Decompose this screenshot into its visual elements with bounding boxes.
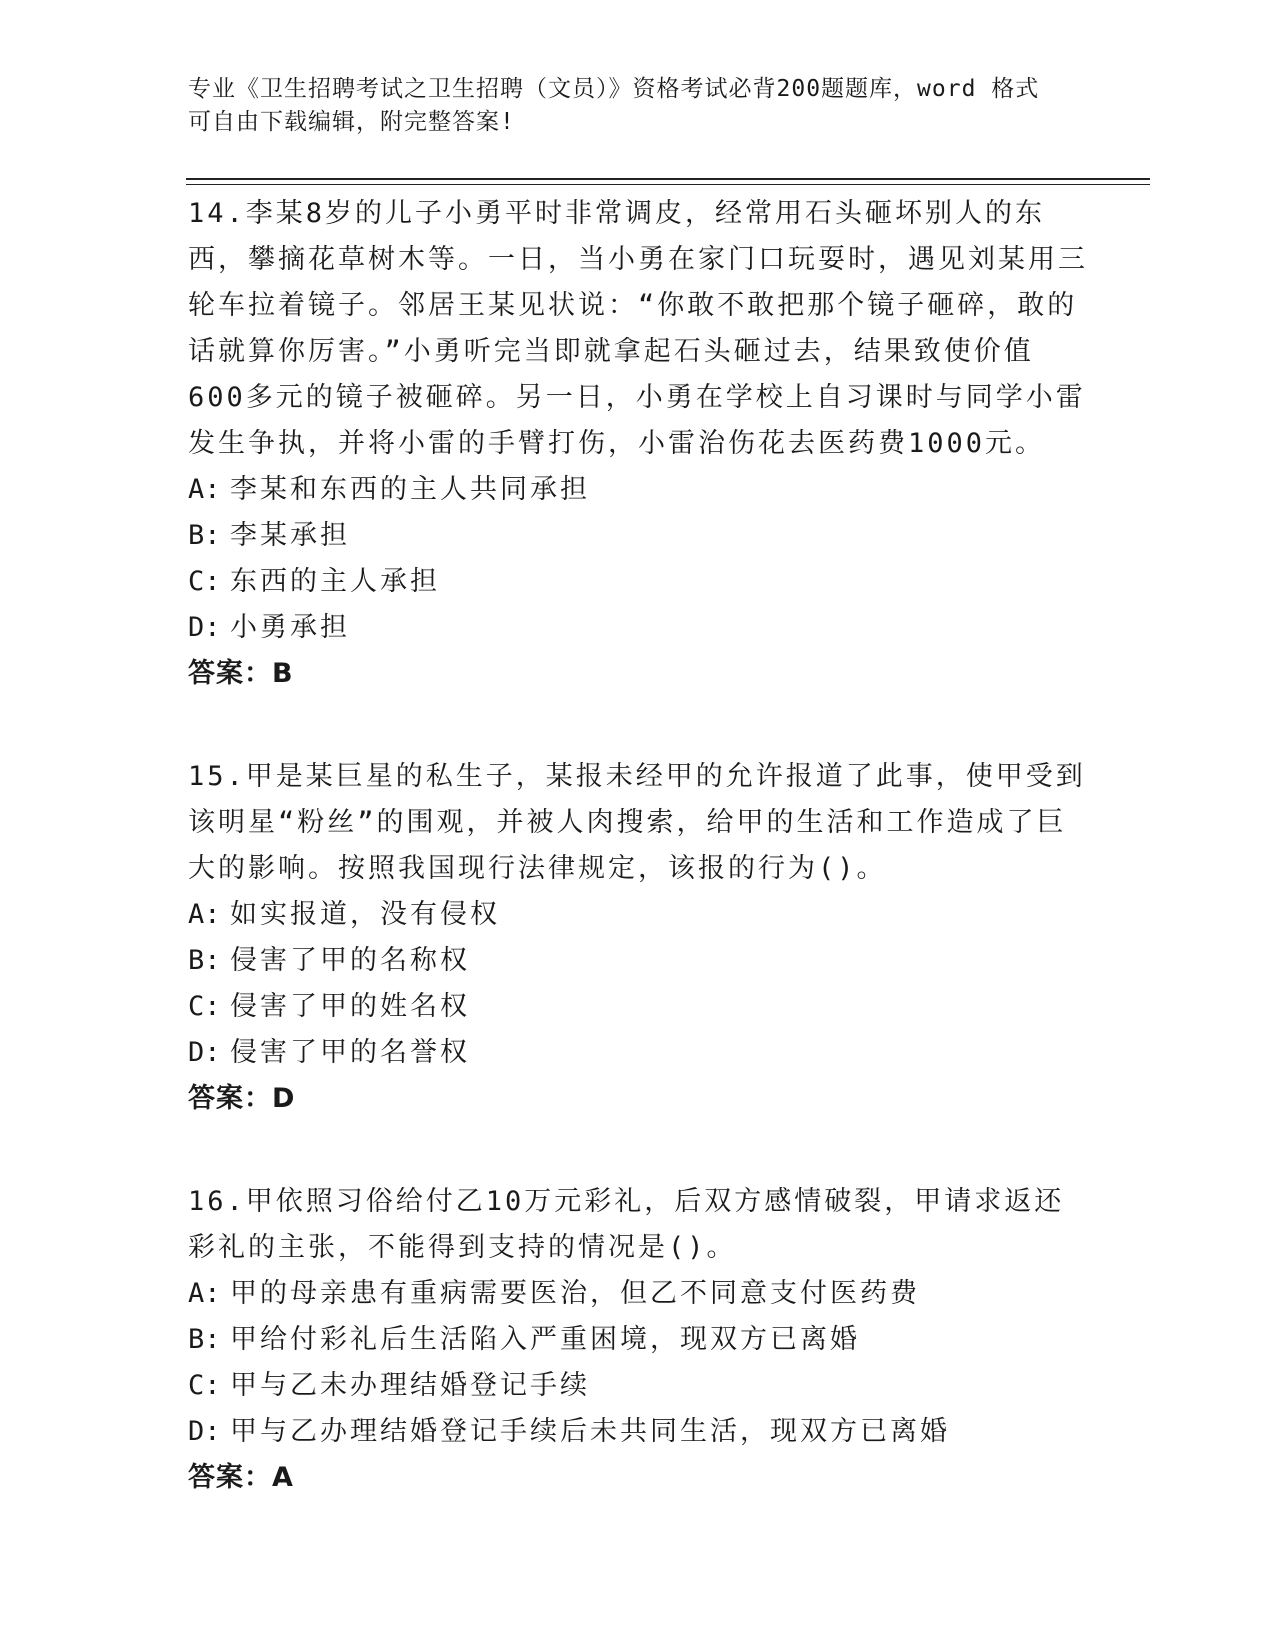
option-text: 甲的母亲患有重病需要医治，但乙不同意支付医药费: [230, 1278, 920, 1309]
header-line-1: 专业《卫生招聘考试之卫生招聘（文员）》资格考试必背200题题库，word 格式: [188, 76, 1040, 102]
option-key: D:: [188, 612, 221, 643]
option-text: 侵害了甲的名称权: [230, 945, 470, 976]
header-rule-thick: [186, 178, 1150, 180]
option-key: A:: [188, 899, 221, 930]
question-stem: 14.李某8岁的儿子小勇平时非常调皮，经常用石头砸坏别人的东西，攀摘花草树木等。一日，当小勇在家门口玩耍时，遇见刘某用三轮车拉着镜子。邻居王某见状说：“你敢不敢把那个镜子砸碎，敢的话就算你厉害。”小勇听完当即就拿起石头砸过去，结果致使价值600多元的镜子被砸碎。另一日，小勇在学校上自习课时与同学小雷发生争执，并将小雷的手臂打伤，小雷治伤花去医药费1000元。: [188, 198, 1088, 459]
answer-line: 答案：A: [188, 1462, 294, 1493]
option-text: 侵害了甲的姓名权: [230, 991, 470, 1022]
question-15: [188, 754, 1088, 1122]
option-b: [188, 1317, 1088, 1363]
option-key: B:: [188, 1324, 221, 1355]
option-a: [188, 467, 1088, 513]
option-key: D:: [188, 1416, 221, 1447]
option-key: B:: [188, 945, 221, 976]
header-line-2: 可自由下载编辑，附完整答案!: [188, 109, 515, 135]
option-a: [188, 892, 1088, 938]
question-14: [188, 191, 1088, 697]
option-text: 如实报道，没有侵权: [230, 899, 500, 930]
document-header: [188, 73, 1068, 139]
option-text: 李某承担: [230, 520, 350, 551]
option-text: 小勇承担: [230, 612, 350, 643]
question-stem: 15.甲是某巨星的私生子，某报未经甲的允许报道了此事，使甲受到该明星“粉丝”的围观，并被人肉搜索，给甲的生活和工作造成了巨大的影响。按照我国现行法律规定，该报的行为()。: [188, 761, 1086, 884]
option-text: 李某和东西的主人共同承担: [230, 474, 590, 505]
option-d: [188, 605, 1088, 651]
option-a: [188, 1271, 1088, 1317]
option-key: B:: [188, 520, 221, 551]
option-key: A:: [188, 1278, 221, 1309]
option-text: 甲给付彩礼后生活陷入严重困境，现双方已离婚: [230, 1324, 860, 1355]
option-b: [188, 938, 1088, 984]
option-c: [188, 559, 1088, 605]
option-key: D:: [188, 1037, 221, 1068]
option-b: [188, 513, 1088, 559]
option-text: 侵害了甲的名誉权: [230, 1037, 470, 1068]
option-d: [188, 1409, 1088, 1455]
header-rule-thin: [186, 184, 1150, 185]
option-text: 甲与乙办理结婚登记手续后未共同生活，现双方已离婚: [230, 1416, 950, 1447]
answer-line: 答案：D: [188, 1083, 296, 1114]
option-key: C:: [188, 1370, 221, 1401]
option-key: C:: [188, 566, 221, 597]
option-key: A:: [188, 474, 221, 505]
option-c: [188, 1363, 1088, 1409]
question-stem: 16.甲依照习俗给付乙10万元彩礼，后双方感情破裂，甲请求返还彩礼的主张，不能得到支持的情况是()。: [188, 1186, 1065, 1263]
option-text: 甲与乙未办理结婚登记手续: [230, 1370, 590, 1401]
option-key: C:: [188, 991, 221, 1022]
question-list: [188, 191, 1088, 1558]
answer-line: 答案：B: [188, 658, 294, 689]
option-c: [188, 984, 1088, 1030]
option-text: 东西的主人承担: [230, 566, 440, 597]
question-16: [188, 1179, 1088, 1501]
option-d: [188, 1030, 1088, 1076]
